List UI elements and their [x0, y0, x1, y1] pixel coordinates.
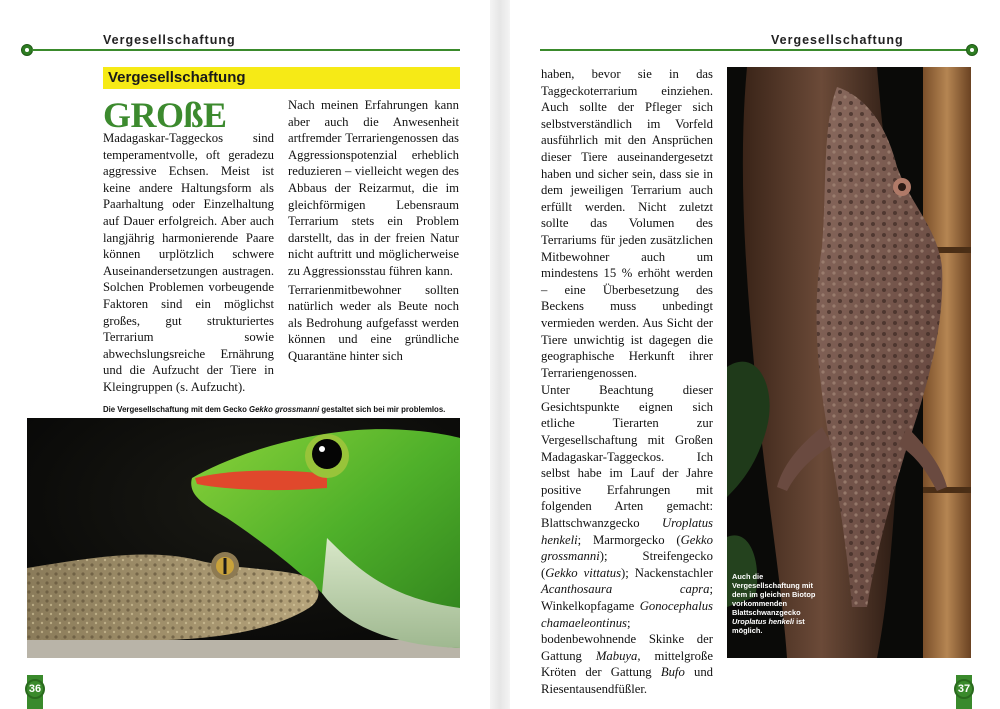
text: und Riesentausendfüßler. — [541, 665, 713, 696]
paragraph — [103, 97, 274, 396]
section-title: Vergesellschaftung — [108, 69, 246, 86]
text: Unter Beachtung dieser Gesichtspunkte eignen sich etliche Tierarten zur Vergesellschaftung mit Großen Madagaskar-Taggeckos. Ich selbst habe im Lauf der Jahre positive Erfahrungen mit folgenden Arten gemacht: Blattschwanzgecko — [541, 383, 713, 531]
header-rule — [540, 49, 968, 51]
page-number-text: 37 — [957, 683, 971, 695]
caption-text: Die Vergesellschaftung mit dem Gecko — [103, 405, 250, 414]
caption-species: Gekko grossmanni — [249, 405, 320, 414]
species-name: Gonocephalus chamaeleontinus — [541, 599, 713, 630]
page-number-text: 36 — [28, 683, 42, 695]
running-head-left: Vergesellschaftung — [103, 33, 236, 47]
text-column-2 — [288, 97, 459, 365]
text: ; Winkelkopfagame — [541, 582, 713, 613]
caption-text: gestaltet sich bei mir problemlos. — [319, 405, 446, 414]
photo-caption-overlay — [732, 572, 822, 635]
gecko-illustration — [27, 418, 460, 658]
text: ; bodenbewohnende Skinke der Gattung — [541, 615, 713, 663]
text: ; Marmorgecko ( — [577, 532, 681, 547]
species-name: Mabuya — [595, 648, 638, 663]
leaf-tailed-gecko-photo — [727, 67, 971, 658]
page-number — [25, 679, 45, 699]
drop-cap: GROßE — [103, 95, 227, 135]
page-number — [954, 679, 974, 699]
header-rule — [32, 49, 460, 51]
book-gutter — [490, 0, 510, 709]
text: ); Nackenstachler — [621, 565, 713, 580]
header-dot-icon — [966, 44, 978, 56]
text-column-1 — [103, 97, 274, 396]
paragraph: haben, bevor sie in das Taggeckoterrarium einziehen. Auch sollte der Pfleger sich selbstverständlich im Vorfeld ausführlich mit den Ansprüchen dieser Tiere auseinandergesetzt haben und sicher sein, dass sie in dem jeweiligen Terrarium auch erfüllt werden. Nicht zuletzt sollte das Volumen des Terrariums für jeden zusätzlichen Mitbewohner auch um mindestens 15 % erhöht werden – eine Überbesetzung des Beckens muss unbedingt vermieden werden. Aus Sicht der Tiere unwichtig ist dagegen die geographische Herkunft ihrer Terrariengenossen. — [541, 67, 713, 380]
leaf-tailed-gecko-illustration — [727, 67, 971, 658]
paragraph-text: Madagaskar-Taggeckos sind temperamentvolle, oft geradezu aggressive Echsen. Meist ist keine andere Haltungsform als Paarhaltung oder Einzelhaltung auf Dauer erfolgreich. Aber auch langjährig harmonierende Paare können urplötzlich schwere Auseinandersetzungen austragen. Solchen Problemen vorbeugende Faktoren sind ein möglichst großes, gut strukturiertes Terrarium sowie abwechslungsreiche Ernährung und die Aufzucht der Tiere in Kleingruppen (s. Aufzucht). — [103, 131, 274, 394]
text: , mittelgroße Kröten der Gattung — [541, 648, 713, 680]
caption-text: Auch die Vergesellschaftung mit dem im gleichen Biotop vorkommenden Blattschwanzgecko — [732, 572, 816, 617]
species-name: Bufo — [660, 665, 685, 680]
photo-caption — [103, 405, 445, 414]
species-name: Gekko vittatus — [545, 565, 622, 580]
paragraph: Terrarienmitbewohner sollten natürlich weder als Beute noch als Bedrohung aufgefasst werden können und eine gründliche Quarantäne hinter sich — [288, 282, 459, 363]
species-name: Gekko grossmanni — [541, 532, 713, 564]
right-page — [510, 0, 1000, 709]
gecko-photo — [27, 418, 460, 658]
left-page — [0, 0, 490, 709]
caption-text: ist möglich. — [732, 617, 805, 635]
species-name: Acanthosaura capra — [541, 582, 710, 597]
paragraph: Nach meinen Erfahrungen kann aber auch die Anwesenheit artfremder Terrariengenossen das Aggressionspotenzial erheblich reduzieren – vielleicht wegen des Abbaus der Reizarmut, die im gleichförmigen Lebensraum Terrarium stets ein Problem darstellt, das in der freien Natur nicht auftritt und möglicherweise zu Aggressionsstau führen kann. — [288, 98, 459, 278]
text-column-3 — [541, 66, 713, 698]
species-name: Uroplatus henkeli — [541, 516, 713, 547]
text: ); Streifengecko ( — [541, 549, 713, 580]
paragraph — [541, 382, 713, 697]
caption-species: Uroplatus henkeli — [732, 617, 795, 626]
running-head-right: Vergesellschaftung — [771, 33, 904, 47]
